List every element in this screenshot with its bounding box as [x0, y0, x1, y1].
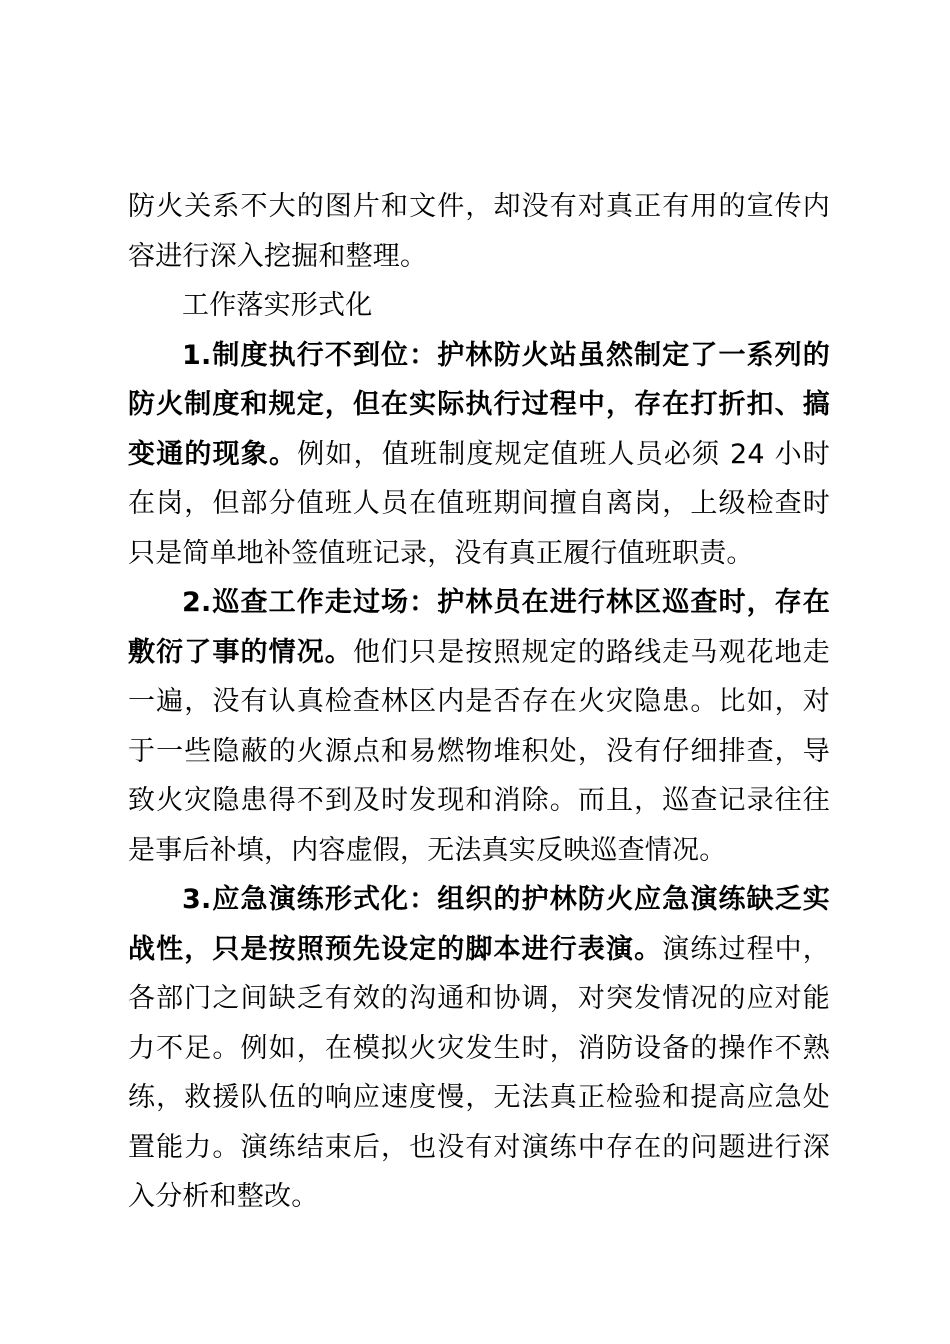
item-1-lead: 1.制度执行不到位：护林防火站虽然制定了一系列的防火制度和规定，但在实际执行过程中，存在打折扣、搞变通的现象。: [128, 339, 830, 470]
item-paragraph-2: [128, 578, 830, 875]
section-heading: [128, 281, 830, 331]
item-3-text: 演练过程中，各部门之间缺乏有效的沟通和协调，对突发情况的应对能力不足。例如，在模拟火灾发生时，消防设备的操作不熟练，救援队伍的响应速度慢，无法真正检验和提高应急处置能力。演练结束后，也没有对演练中存在的问题进行深入分析和整改。: [128, 933, 830, 1212]
continuation-paragraph: [128, 182, 830, 281]
section-heading-text: 工作落实形式化: [182, 290, 373, 321]
item-paragraph-1: [128, 331, 830, 579]
paragraph-text: 防火关系不大的图片和文件，却没有对真正有用的宣传内容进行深入挖掘和整理。: [128, 191, 830, 272]
document-body: [128, 182, 830, 1222]
item-2-lead: 2.巡查工作走过场：护林员在进行林区巡查时，存在敷衍了事的情况。: [128, 587, 830, 668]
item-paragraph-3: [128, 875, 830, 1222]
item-3-lead: 3.应急演练形式化：组织的护林防火应急演练缺乏实战性，只是按照预先设定的脚本进行表演。: [128, 884, 830, 965]
item-2-text: 他们只是按照规定的路线走马观花地走一遍，没有认真检查林区内是否存在火灾隐患。比如，对于一些隐蔽的火源点和易燃物堆积处，没有仔细排查，导致火灾隐患得不到及时发现和消除。而且，巡查记录往往是事后补填，内容虚假，无法真实反映巡查情况。: [128, 636, 830, 866]
item-1-text: 例如，值班制度规定值班人员必须 24 小时在岗，但部分值班人员在值班期间擅自离岗，上级检查时只是简单地补签值班记录，没有真正履行值班职责。: [128, 438, 830, 569]
